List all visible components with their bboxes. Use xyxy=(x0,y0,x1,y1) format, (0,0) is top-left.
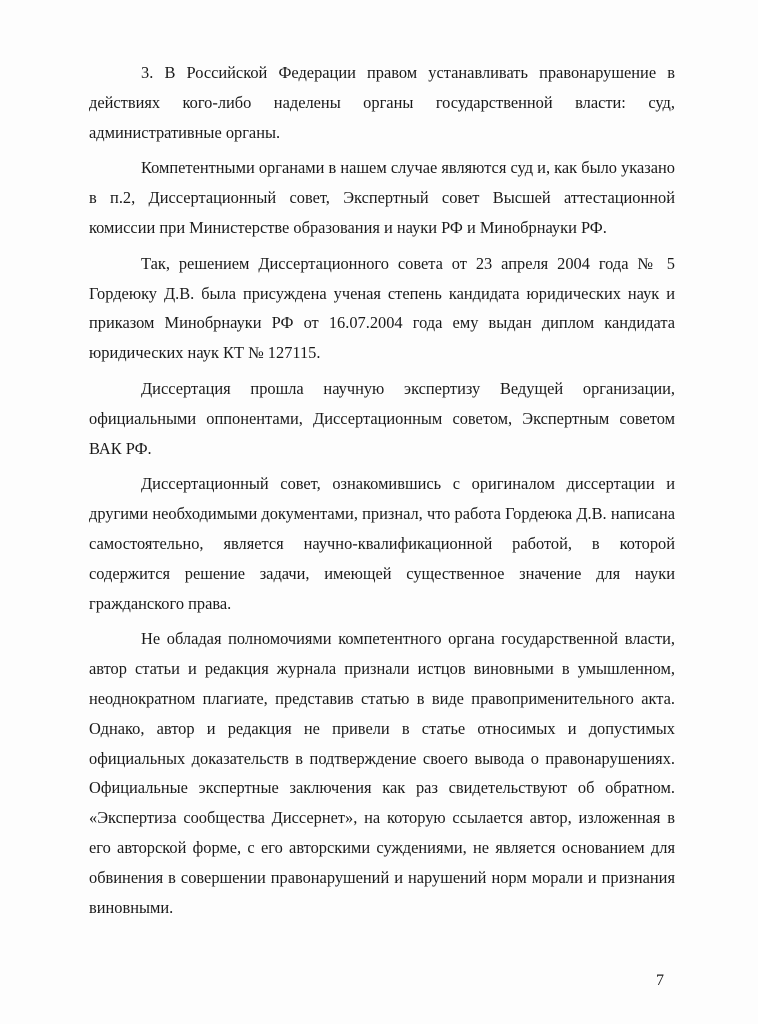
paragraph-3: Так, решением Диссертационного совета от 23 апреля 2004 года № 5 Гордеюку Д.В. была присуждена ученая степень кандидата юридических наук и приказом Минобрнауки РФ от 16.07.2004 года ему выдан диплом кандидата юридических наук КТ № 127115. xyxy=(89,253,675,363)
document-body xyxy=(89,58,675,928)
page-number: 7 xyxy=(656,972,664,989)
paragraph-4: Диссертация прошла научную экспертизу Ведущей организации, официальными оппонентами, Диссертационным советом, Экспертным советом ВАК РФ. xyxy=(89,378,675,458)
paragraph-2: Компетентными органами в нашем случае являются суд и, как было указано в п.2, Диссертационный совет, Экспертный совет Высшей аттестационной комиссии при Министерстве образования и науки РФ и Минобрнауки РФ. xyxy=(89,158,675,237)
paragraph-1: 3. В Российской Федерации правом устанавливать правонарушение в действиях кого-либо наделены органы государственной власти: суд, административные органы. xyxy=(89,63,675,142)
paragraph-6: Не обладая полномочиями компетентного органа государственной власти, автор статьи и редакция журнала признали истцов виновными в умышленном, неоднократном плагиате, представив статью в виде правоприменительного акта. Однако, автор и редакция не привели в статье относимых и допустимых официальных доказательств в подтверждение своего вывода о правонарушениях. Официальные экспертные заключения как раз свидетельствуют об обратном. «Экспертиза сообщества Диссернет», на которую ссылается автор, изложенная в его авторской форме, с его авторскими суждениями, не является основанием для обвинения в совершении правонарушений и нарушений норм морали и признания виновными. xyxy=(89,629,675,917)
paragraph-5: Диссертационный совет, ознакомившись с оригиналом диссертации и другими необходимыми документами, признал, что работа Гордеюка Д.В. написана самостоятельно, является научно-квалификационной работой, в которой содержится решение задачи, имеющей существенное значение для науки гражданского права. xyxy=(89,474,675,613)
